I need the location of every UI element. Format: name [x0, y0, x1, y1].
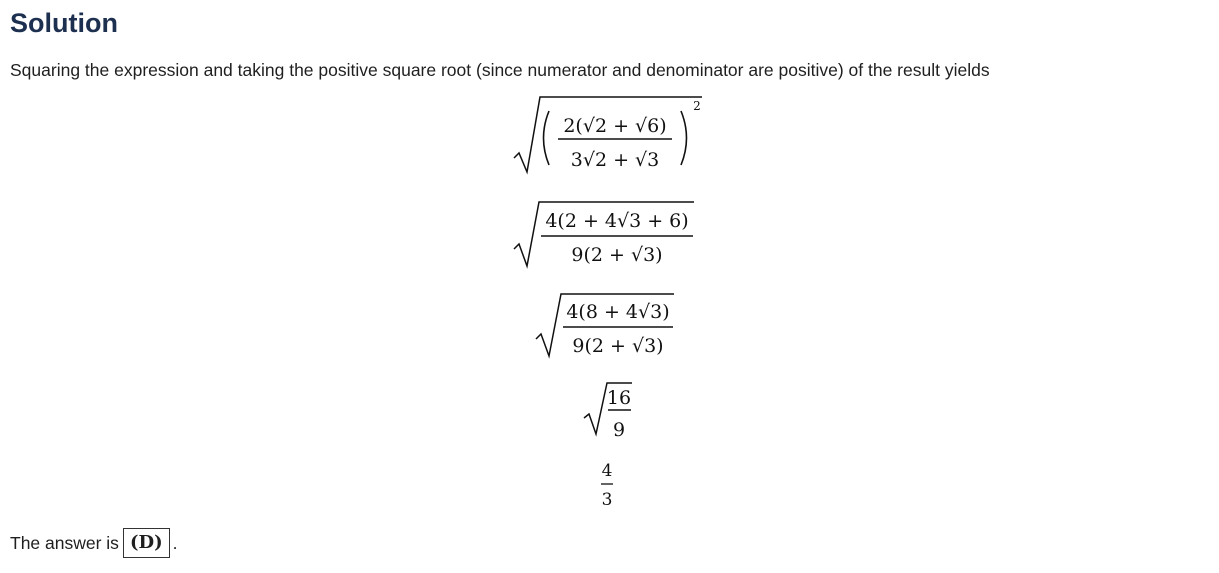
- equation-step-2-numerator: 4(2 + 4√3 + 6): [545, 210, 689, 232]
- answer-suffix: .: [172, 532, 178, 553]
- equation-step-1: [514, 97, 702, 172]
- solution-heading: Solution: [10, 8, 118, 38]
- equation-step-5: [601, 461, 613, 510]
- equation-step-2: [514, 202, 694, 266]
- solution-intro-text: Squaring the expression and taking the positive square root (since numerator and denominator are positive) of the result yields: [10, 60, 990, 80]
- equation-step-2-denominator: 9(2 + √3): [571, 244, 663, 266]
- equation-step-3: [536, 294, 674, 357]
- equation-step-1-exponent: 2: [693, 99, 701, 113]
- answer-line: [10, 528, 177, 558]
- equation-step-1-denominator: 3√2 + √3: [570, 149, 660, 171]
- equation-step-4: [584, 383, 632, 441]
- equation-step-3-denominator: 9(2 + √3): [572, 335, 664, 357]
- answer-prefix: The answer is: [10, 532, 119, 553]
- equation-step-3-numerator: 4(8 + 4√3): [566, 301, 670, 323]
- equation-step-5-denominator: 3: [601, 490, 613, 510]
- equation-step-4-numerator: 16: [606, 387, 632, 409]
- equation-step-1-numerator: 2(√2 + √6): [563, 115, 667, 137]
- answer-box: (D): [123, 528, 170, 558]
- equation-step-4-denominator: 9: [612, 419, 626, 441]
- equation-step-5-numerator: 4: [601, 461, 613, 481]
